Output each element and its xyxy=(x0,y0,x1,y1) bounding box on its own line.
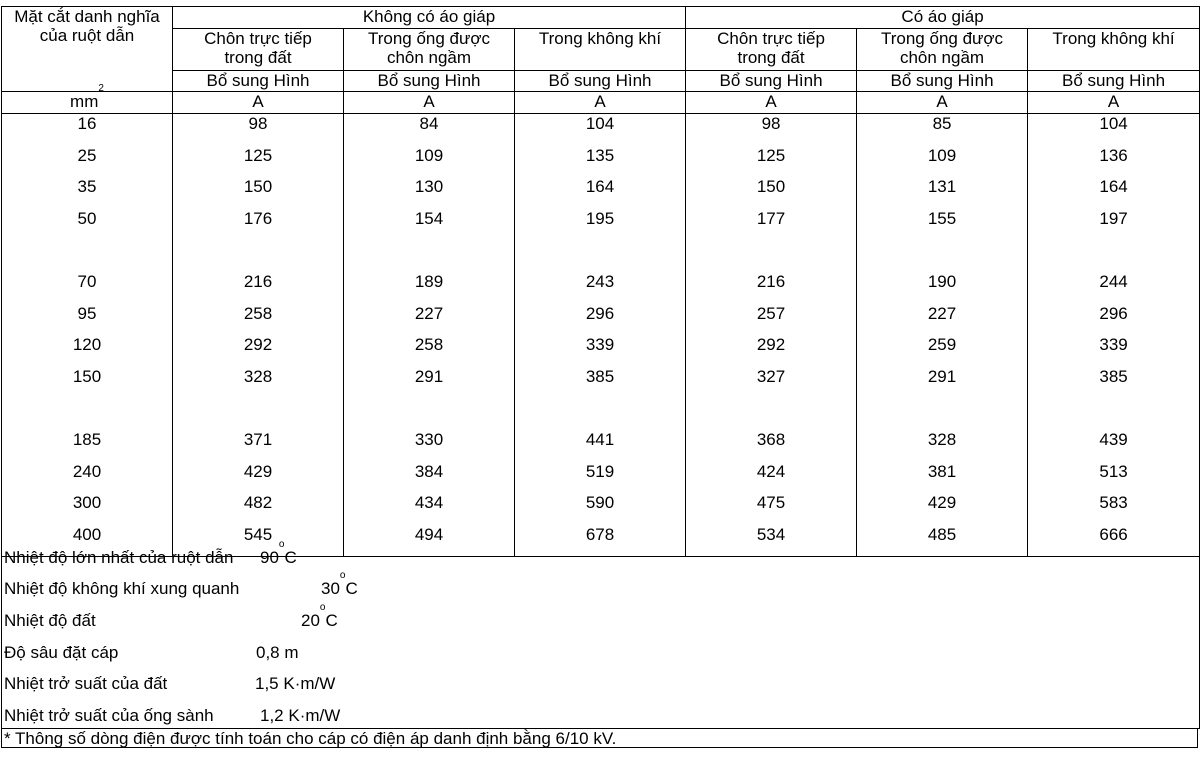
cross-section-header xyxy=(2,7,173,92)
spacer-cell xyxy=(173,398,344,430)
current-cell: 164 xyxy=(515,177,686,209)
air-temp-value xyxy=(321,570,358,599)
header-line: Trong ống được xyxy=(367,29,491,48)
armored-duct-header xyxy=(857,29,1028,71)
current-cell: 678 xyxy=(515,525,686,557)
current-cell: 291 xyxy=(344,367,515,399)
current-cell: 177 xyxy=(686,209,857,241)
max-temp-row xyxy=(4,548,233,568)
soil-temp-row xyxy=(4,611,96,631)
cross-section-cell: 25 xyxy=(2,146,173,178)
current-cell: 381 xyxy=(857,462,1028,494)
header-line: chôn ngầm xyxy=(899,48,985,67)
current-cell: 519 xyxy=(515,462,686,494)
armored-air-header: Trong không khí xyxy=(1028,29,1200,71)
soil-resistivity-row xyxy=(4,674,167,694)
degree-mark: o xyxy=(278,539,285,550)
unit-a-cell: A xyxy=(857,92,1028,114)
table-row xyxy=(2,430,1200,462)
ref-cell: Bổ sung Hình xyxy=(1028,71,1200,92)
current-cell: 441 xyxy=(515,430,686,462)
spacer-cell xyxy=(857,398,1028,430)
current-cell: 135 xyxy=(515,146,686,178)
current-cell: 155 xyxy=(857,209,1028,241)
current-cell: 109 xyxy=(857,146,1028,178)
current-rating-table xyxy=(1,6,1200,557)
current-cell: 197 xyxy=(1028,209,1200,241)
cross-section-cell: 150 xyxy=(2,367,173,399)
current-cell: 98 xyxy=(686,114,857,146)
current-cell: 368 xyxy=(686,430,857,462)
table-row xyxy=(2,209,1200,241)
current-cell: 104 xyxy=(515,114,686,146)
spacer-cell xyxy=(2,398,173,430)
armored-direct-header xyxy=(686,29,857,71)
table-row xyxy=(2,304,1200,336)
current-cell: 227 xyxy=(344,304,515,336)
table-row xyxy=(2,272,1200,304)
table-row xyxy=(2,367,1200,399)
spacer-cell xyxy=(1028,398,1200,430)
current-cell: 244 xyxy=(1028,272,1200,304)
current-cell: 545 xyxy=(173,525,344,557)
current-cell: 385 xyxy=(515,367,686,399)
cross-section-cell: 240 xyxy=(2,462,173,494)
unarmored-air-header: Trong không khí xyxy=(515,29,686,71)
current-cell: 150 xyxy=(686,177,857,209)
unarmored-group-header: Không có áo giáp xyxy=(173,7,686,29)
table-row xyxy=(2,335,1200,367)
table-row xyxy=(2,493,1200,525)
current-cell: 328 xyxy=(173,367,344,399)
header-line: Trong ống được xyxy=(880,29,1004,48)
header-line: Chôn trực tiếp xyxy=(204,29,312,48)
spacer-cell xyxy=(686,240,857,272)
row-spacer xyxy=(2,240,1200,272)
unit-mm: mm xyxy=(70,92,99,111)
current-cell: 339 xyxy=(1028,335,1200,367)
soil-resistivity-label: Nhiệt trở suất của đất xyxy=(4,674,168,693)
cross-section-cell: 95 xyxy=(2,304,173,336)
current-cell: 259 xyxy=(857,335,1028,367)
current-cell: 125 xyxy=(686,146,857,178)
ref-cell: Bổ sung Hình xyxy=(686,71,857,92)
current-cell: 109 xyxy=(344,146,515,178)
unit-a-cell: A xyxy=(344,92,515,114)
cross-section-cell: 300 xyxy=(2,493,173,525)
depth-value: 0,8 m xyxy=(256,643,299,662)
current-cell: 296 xyxy=(1028,304,1200,336)
current-cell: 258 xyxy=(344,335,515,367)
current-cell: 130 xyxy=(344,177,515,209)
cross-section-cell: 50 xyxy=(2,209,173,241)
value-number: 20 xyxy=(301,611,320,630)
current-cell: 513 xyxy=(1028,462,1200,494)
spacer-cell xyxy=(686,398,857,430)
current-cell: 296 xyxy=(515,304,686,336)
current-cell: 258 xyxy=(173,304,344,336)
cross-section-cell: 70 xyxy=(2,272,173,304)
ref-cell: Bổ sung Hình xyxy=(515,71,686,92)
current-cell: 475 xyxy=(686,493,857,525)
current-cell: 84 xyxy=(344,114,515,146)
armored-group-header: Có áo giáp xyxy=(686,7,1200,29)
unit-a-cell: A xyxy=(173,92,344,114)
soil-resistivity-value: 1,5 K·m/W xyxy=(255,674,336,693)
current-cell: 195 xyxy=(515,209,686,241)
degree-mark: o xyxy=(319,602,326,613)
unarmored-direct-header xyxy=(173,29,344,71)
cross-section-cell: 35 xyxy=(2,177,173,209)
ref-cell: Bổ sung Hình xyxy=(857,71,1028,92)
table-row xyxy=(2,462,1200,494)
duct-resistivity-value: 1,2 K·m/W xyxy=(260,706,341,725)
ref-cell: Bổ sung Hình xyxy=(173,71,344,92)
current-cell: 176 xyxy=(173,209,344,241)
cross-section-header-line2: của ruột dẫn xyxy=(39,26,135,45)
table-body xyxy=(2,114,1200,557)
soil-temp-label: Nhiệt độ đất xyxy=(4,611,96,630)
current-cell: 136 xyxy=(1028,146,1200,178)
duct-resistivity-label: Nhiệt trở suất của ống sành xyxy=(4,706,214,725)
current-cell: 292 xyxy=(173,335,344,367)
spacer-cell xyxy=(515,240,686,272)
current-cell: 485 xyxy=(857,525,1028,557)
header-line: trong đất xyxy=(224,48,292,67)
soil-temp-value xyxy=(301,602,338,631)
row-spacer xyxy=(2,398,1200,430)
current-cell: 439 xyxy=(1028,430,1200,462)
table-row xyxy=(2,146,1200,178)
current-cell: 590 xyxy=(515,493,686,525)
current-cell: 291 xyxy=(857,367,1028,399)
current-cell: 534 xyxy=(686,525,857,557)
current-cell: 434 xyxy=(344,493,515,525)
header-line: Chôn trực tiếp xyxy=(717,29,825,48)
current-cell: 98 xyxy=(173,114,344,146)
current-cell: 164 xyxy=(1028,177,1200,209)
spacer-cell xyxy=(344,398,515,430)
current-cell: 429 xyxy=(857,493,1028,525)
current-cell: 327 xyxy=(686,367,857,399)
table-row xyxy=(2,177,1200,209)
value-unit: C xyxy=(345,579,358,598)
value-unit: C xyxy=(284,548,297,567)
unit-a-cell: A xyxy=(1028,92,1200,114)
current-cell: 190 xyxy=(857,272,1028,304)
cross-section-cell: 120 xyxy=(2,335,173,367)
current-cell: 125 xyxy=(173,146,344,178)
conditions-panel xyxy=(1,539,1200,729)
cross-section-cell: 400 xyxy=(2,525,173,557)
air-temp-label: Nhiệt độ không khí xung quanh xyxy=(4,579,240,598)
cross-section-header-line1: Mặt cắt danh nghĩa xyxy=(14,7,160,26)
spacer-cell xyxy=(173,240,344,272)
current-cell: 104 xyxy=(1028,114,1200,146)
cross-section-cell: 185 xyxy=(2,430,173,462)
depth-row xyxy=(4,643,118,663)
unit-a-cell: A xyxy=(686,92,857,114)
max-temp-label: Nhiệt độ lớn nhất của ruột dẫn xyxy=(4,548,234,567)
spacer-cell xyxy=(857,240,1028,272)
current-cell: 583 xyxy=(1028,493,1200,525)
current-cell: 482 xyxy=(173,493,344,525)
value-number: 30 xyxy=(321,579,340,598)
degree-mark: o xyxy=(339,570,346,581)
unit-mm-cell xyxy=(2,83,173,114)
air-temp-row xyxy=(4,579,239,599)
current-cell: 227 xyxy=(857,304,1028,336)
current-cell: 131 xyxy=(857,177,1028,209)
header-line: chôn ngầm xyxy=(386,48,472,67)
footnote: * Thông số dòng điện được tính toán cho cáp có điện áp danh định bằng 6/10 kV. xyxy=(1,728,1198,748)
current-cell: 154 xyxy=(344,209,515,241)
spacer-cell xyxy=(515,398,686,430)
current-cell: 243 xyxy=(515,272,686,304)
current-cell: 339 xyxy=(515,335,686,367)
current-cell: 216 xyxy=(686,272,857,304)
depth-label: Độ sâu đặt cáp xyxy=(4,643,119,662)
spacer-cell xyxy=(344,240,515,272)
unarmored-duct-header xyxy=(344,29,515,71)
current-cell: 371 xyxy=(173,430,344,462)
current-cell: 216 xyxy=(173,272,344,304)
current-cell: 150 xyxy=(173,177,344,209)
table-row xyxy=(2,114,1200,146)
current-cell: 384 xyxy=(344,462,515,494)
duct-resistivity-row xyxy=(4,706,214,726)
current-cell: 666 xyxy=(1028,525,1200,557)
current-cell: 494 xyxy=(344,525,515,557)
ref-cell: Bổ sung Hình xyxy=(344,71,515,92)
current-cell: 429 xyxy=(173,462,344,494)
unit-a-cell: A xyxy=(515,92,686,114)
current-cell: 257 xyxy=(686,304,857,336)
current-cell: 189 xyxy=(344,272,515,304)
value-unit: C xyxy=(325,611,338,630)
spacer-cell xyxy=(1028,240,1200,272)
current-cell: 328 xyxy=(857,430,1028,462)
current-cell: 85 xyxy=(857,114,1028,146)
header-line: trong đất xyxy=(737,48,805,67)
current-cell: 424 xyxy=(686,462,857,494)
value-number: 90 xyxy=(260,548,279,567)
cross-section-cell: 16 xyxy=(2,114,173,146)
current-cell: 330 xyxy=(344,430,515,462)
spacer-cell xyxy=(2,240,173,272)
current-cell: 385 xyxy=(1028,367,1200,399)
max-temp-value xyxy=(260,539,297,568)
current-cell: 292 xyxy=(686,335,857,367)
unit-mm-superscript: 2 xyxy=(98,83,104,94)
